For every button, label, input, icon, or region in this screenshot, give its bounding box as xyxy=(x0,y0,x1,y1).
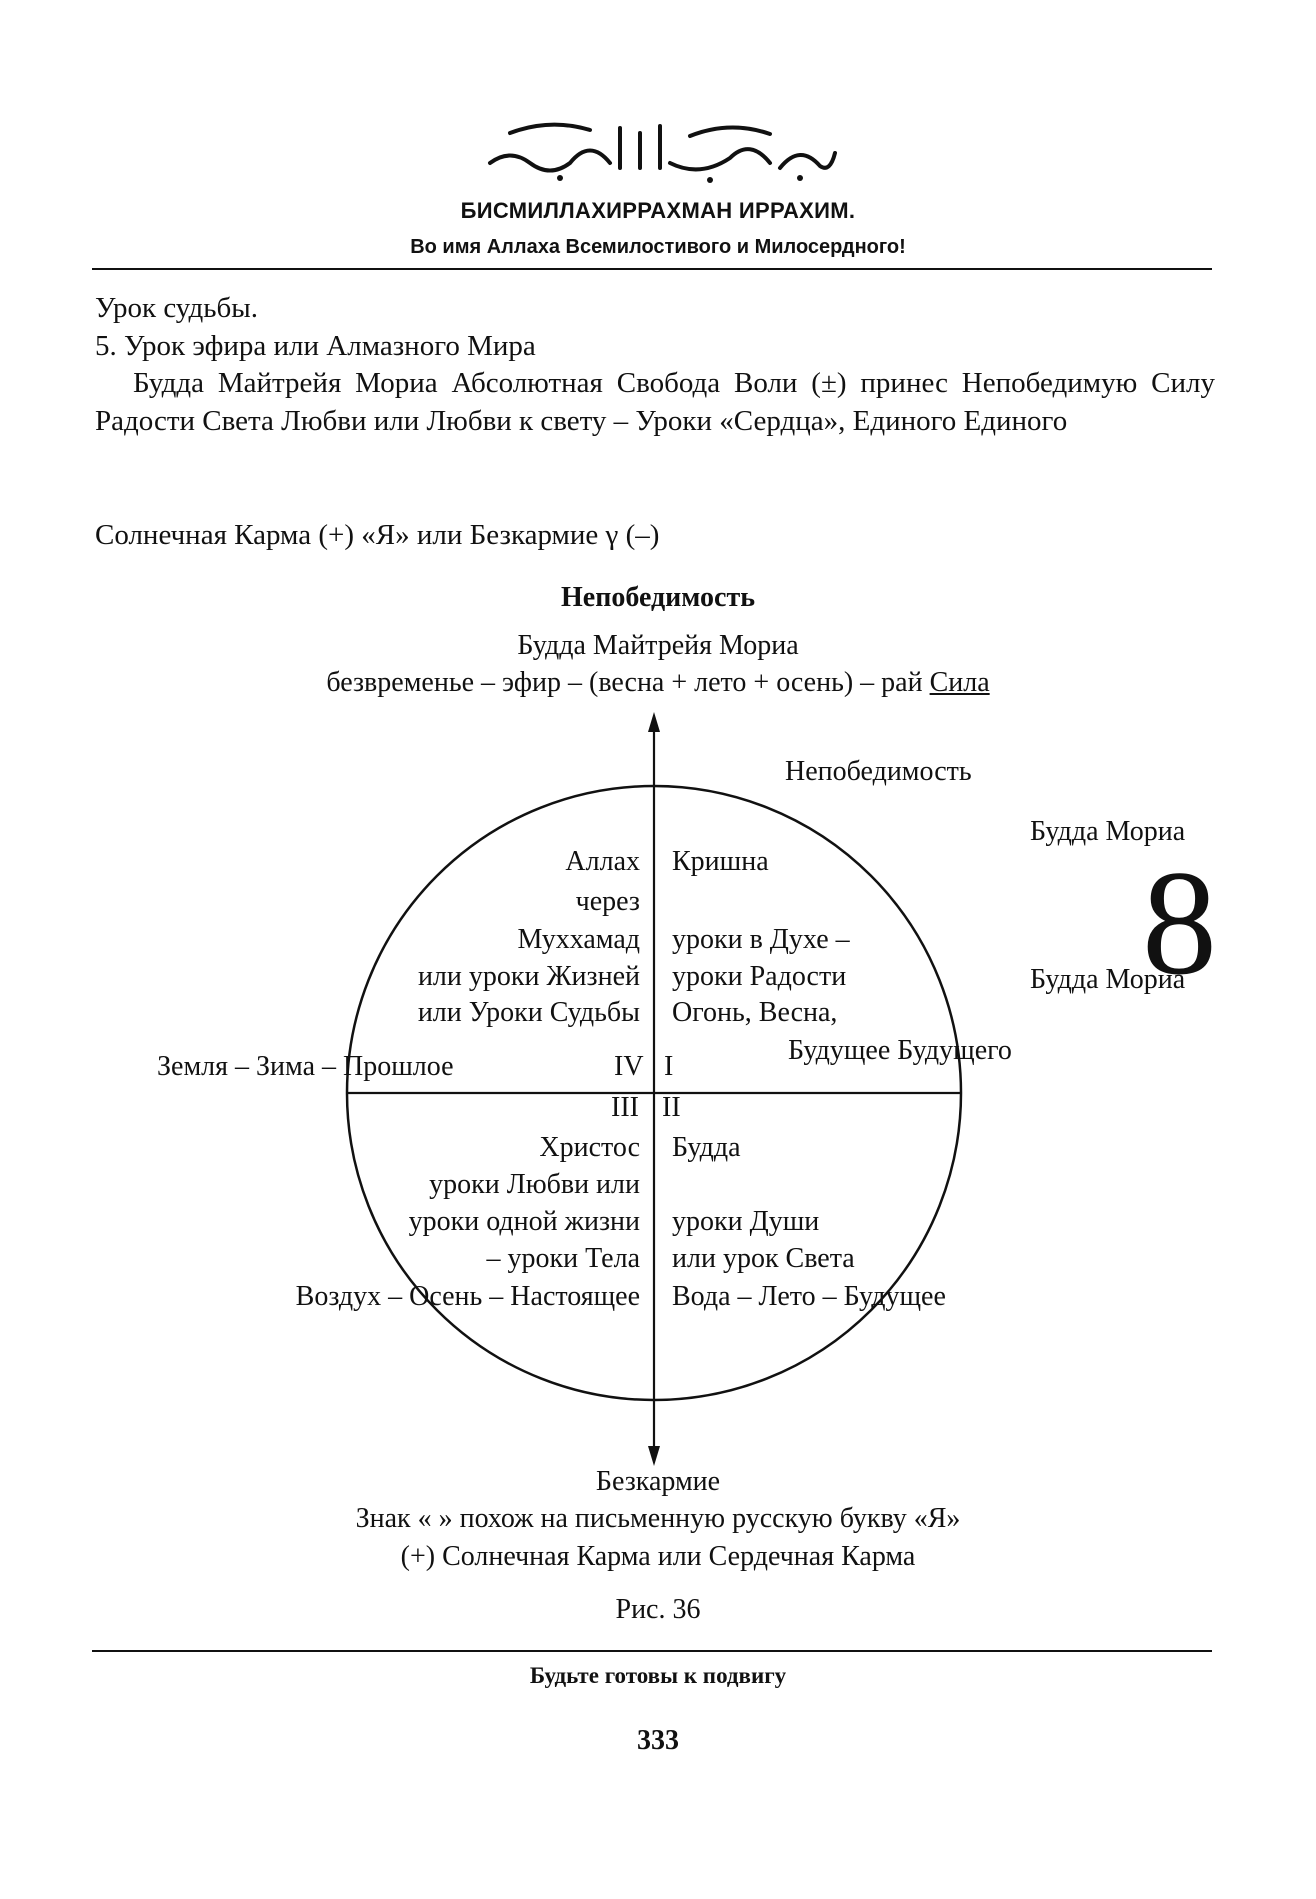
quadrant-iii-line-4: – уроки Тела xyxy=(486,1243,640,1274)
quadrant-i-line-3: уроки Радости xyxy=(672,961,847,992)
numeral-ii: II xyxy=(662,1092,681,1123)
numeral-iii: III xyxy=(611,1092,639,1123)
formula-underlined-word: Сила xyxy=(929,667,990,698)
side-label-top: Будда Мориа xyxy=(1030,816,1186,847)
figure-note-1: Знак « » похож на письменную русскую букву «Я» xyxy=(355,1503,961,1534)
quadrant-iii-line-3: уроки одной жизни xyxy=(408,1206,640,1237)
quadrant-iv-line-2: через xyxy=(575,886,640,917)
quadrant-i-line-2: уроки в Духе – xyxy=(672,924,850,955)
page-number: 333 xyxy=(637,1725,679,1756)
figure-title: Непобедимость xyxy=(560,582,756,613)
quadrant-iv-line-4: или уроки Жизней xyxy=(417,961,640,992)
figure-caption: Рис. 36 xyxy=(615,1594,701,1625)
figure-subtitle: Будда Майтрейя Мориа xyxy=(517,630,799,661)
bottom-right-label: Вода – Лето – Будущее xyxy=(672,1281,946,1312)
left-axis-label: Земля – Зима – Прошлое xyxy=(157,1051,454,1082)
quadrant-i-line-4: Огонь, Весна, xyxy=(672,997,838,1028)
formula-text: безвременье – эфир – (весна + лето + осень) – рай xyxy=(326,667,923,698)
body-paragraph: Будда Майтрейя Мориа Абсолютная Свобода Воли (±) принес Непобедимую Силу Радости Света Любви или Любви к свету – Уроки «Сердца», Единого Единого xyxy=(95,367,1215,437)
body-line-1: Урок судьбы. xyxy=(95,292,258,324)
quadrant-iii-line-1: Христос xyxy=(539,1132,640,1163)
footer-rule xyxy=(92,1650,1212,1652)
numeral-i: I xyxy=(664,1051,674,1082)
quadrant-i-line-1: Кришна xyxy=(672,846,769,877)
quadrant-ii-line-2: уроки Души xyxy=(672,1206,820,1237)
vertical-axis-arrow-bottom xyxy=(648,1446,660,1466)
footer-motto: Будьте готовы к подвигу xyxy=(529,1663,787,1688)
body-line-2: 5. Урок эфира или Алмазного Мира xyxy=(95,330,536,362)
quadrant-ii-line-3: или урок Света xyxy=(672,1243,855,1274)
quadrant-iv-line-1: Аллах xyxy=(565,846,640,877)
bottom-left-label: Воздух – Осень – Настоящее xyxy=(295,1281,640,1312)
figure-note-2: (+) Солнечная Карма или Сердечная Карма xyxy=(400,1541,916,1572)
numeral-iv: IV xyxy=(614,1051,644,1082)
karma-line: Солнечная Карма (+) «Я» или Безкармие γ (–) xyxy=(95,519,660,551)
top-right-label: Непобедимость xyxy=(785,756,972,787)
quadrant-iv-line-3: Муххамад xyxy=(517,924,640,955)
vertical-axis-arrow-top xyxy=(648,712,660,732)
bottom-axis-label: Безкармие xyxy=(595,1466,721,1497)
header-subtitle: Во имя Аллаха Всемилостивого и Милосердного! xyxy=(410,236,906,258)
header-title: БИСМИЛЛАХИРРАХМАН ИРРАХИМ. xyxy=(460,198,856,223)
side-label-bottom: Будда Мориа xyxy=(1030,964,1186,995)
quadrant-ii-line-1: Будда xyxy=(672,1132,741,1163)
quadrant-i-line-5: Будущее Будущего xyxy=(788,1035,1012,1066)
side-number: 8 xyxy=(1142,840,1217,1006)
quadrant-iv-line-5: или Уроки Судьбы xyxy=(417,997,640,1028)
quadrant-iii-line-2: уроки Любви или xyxy=(429,1169,640,1200)
